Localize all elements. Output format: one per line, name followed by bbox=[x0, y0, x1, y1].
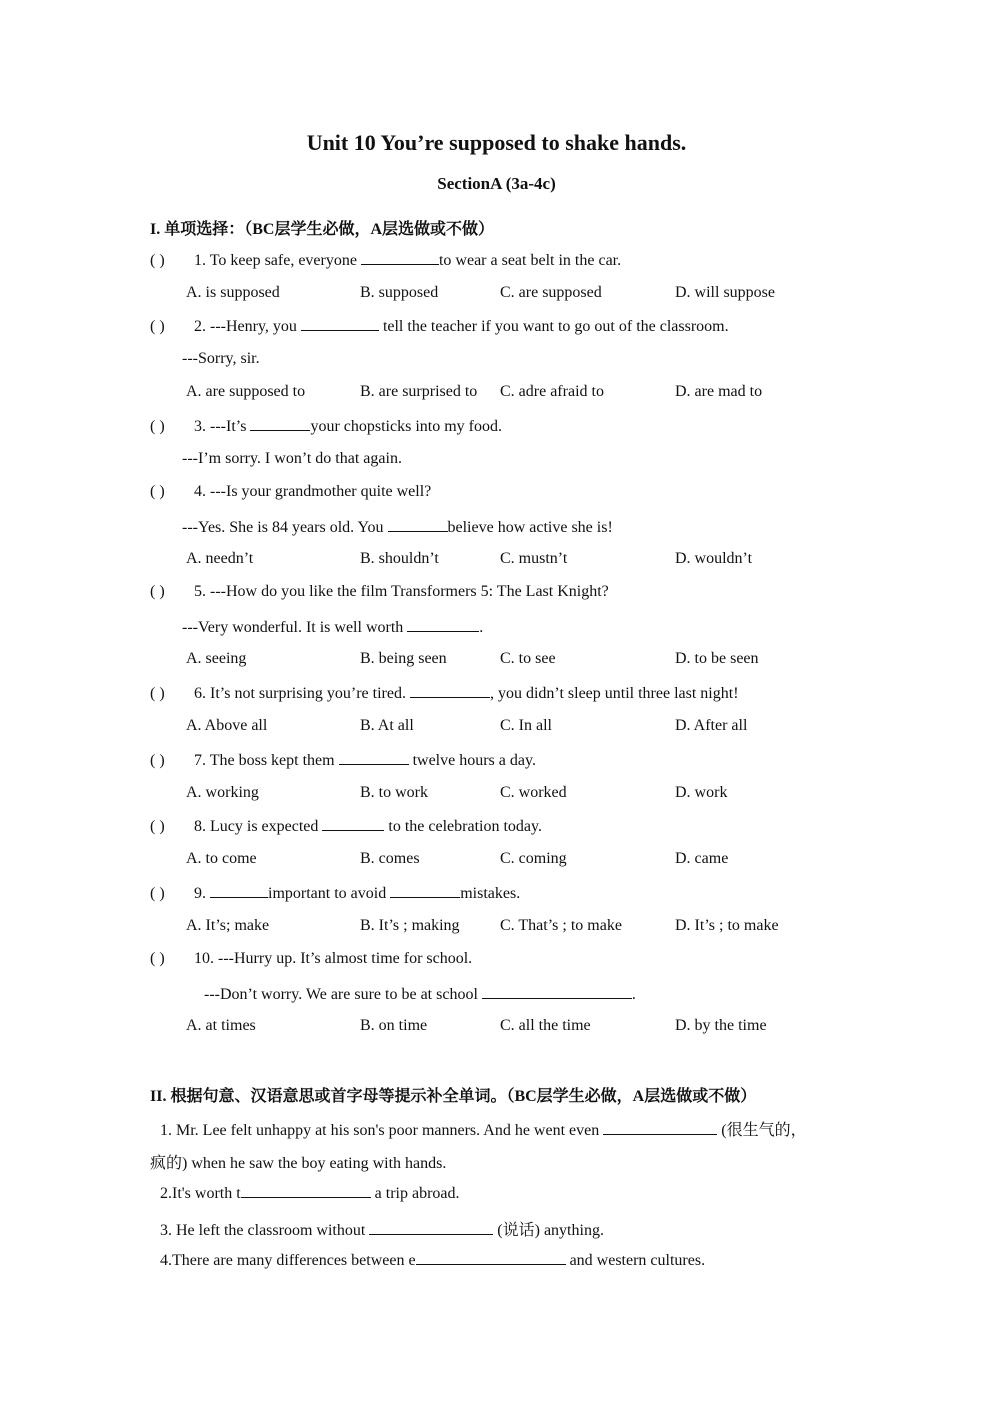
answer-parenthesis[interactable]: ( ) bbox=[150, 418, 165, 435]
answer-parenthesis[interactable]: ( ) bbox=[150, 752, 165, 769]
question-text: 1. To keep safe, everyone bbox=[194, 252, 361, 269]
question-text: 10. ---Hurry up. It’s almost time for school. bbox=[194, 950, 473, 967]
reply-text: ---Very wonderful. It is well worth bbox=[182, 618, 408, 636]
option-c[interactable]: C. mustn’t bbox=[500, 550, 568, 567]
option-d[interactable]: D. by the time bbox=[675, 1017, 767, 1034]
fill-in-text: a trip abroad. bbox=[370, 1185, 460, 1202]
question-text: mistakes. bbox=[460, 885, 521, 902]
answer-blank[interactable] bbox=[390, 883, 460, 898]
reply-text: ---I’m sorry. I won’t do that again. bbox=[182, 449, 402, 467]
fill-in-text: 2.It's worth t bbox=[160, 1185, 241, 1202]
option-b[interactable]: B. At all bbox=[360, 716, 414, 734]
question-stem bbox=[150, 583, 609, 601]
answer-blank[interactable] bbox=[416, 1250, 566, 1265]
reply-text: ---Sorry, sir. bbox=[182, 349, 260, 367]
question-reply bbox=[182, 517, 613, 537]
option-a[interactable]: A. It’s; make bbox=[186, 916, 270, 934]
question-text: important to avoid bbox=[268, 885, 391, 902]
option-a[interactable]: A. needn’t bbox=[186, 550, 254, 567]
option-d[interactable]: D. work bbox=[675, 783, 728, 801]
option-b[interactable]: B. It’s ; making bbox=[360, 916, 460, 934]
option-c[interactable]: C. In all bbox=[500, 716, 552, 734]
answer-blank[interactable] bbox=[322, 816, 384, 831]
question-text: 5. ---How do you like the film Transformers 5: The Last Knight? bbox=[194, 583, 609, 600]
reply-text: believe how active she is! bbox=[447, 518, 613, 536]
question-text: your chopsticks into my food. bbox=[310, 418, 502, 435]
option-c[interactable]: C. That’s ; to make bbox=[500, 916, 622, 934]
fill-in-text: (很生气的， bbox=[717, 1122, 807, 1139]
answer-parenthesis[interactable]: ( ) bbox=[150, 583, 165, 600]
question-text: 4. ---Is your grandmother quite well? bbox=[194, 483, 432, 500]
option-a[interactable]: A. are supposed to bbox=[186, 383, 306, 400]
fill-in-continuation: 疯的) when he saw the boy eating with hands. bbox=[150, 1155, 447, 1172]
answer-blank[interactable] bbox=[301, 316, 379, 331]
page-subtitle: SectionA (3a-4c) bbox=[437, 174, 556, 193]
answer-parenthesis[interactable]: ( ) bbox=[150, 818, 165, 835]
option-c[interactable]: C. are supposed bbox=[500, 283, 602, 301]
question-reply bbox=[204, 984, 636, 1004]
question-text: to the celebration today. bbox=[384, 818, 542, 835]
option-d[interactable]: D. came bbox=[675, 849, 729, 867]
question-reply bbox=[182, 350, 260, 368]
option-d[interactable]: D. will suppose bbox=[675, 283, 775, 301]
fill-in-text: 4.There are many differences between e bbox=[160, 1252, 416, 1269]
answer-parenthesis[interactable]: ( ) bbox=[150, 483, 165, 500]
option-b[interactable]: B. supposed bbox=[360, 283, 439, 301]
question-text: , you didn’t sleep until three last night! bbox=[489, 685, 739, 702]
question-stem bbox=[150, 483, 431, 501]
question-text: 9. bbox=[194, 885, 210, 902]
fill-in-item bbox=[160, 1183, 460, 1203]
section2-heading: II. 根据句意、汉语意思或首字母等提示补全单词。（BC层学生必做，A层选做或不做） bbox=[150, 1088, 757, 1105]
question-stem bbox=[150, 250, 621, 270]
answer-parenthesis[interactable]: ( ) bbox=[150, 318, 165, 335]
fill-in-item bbox=[160, 1250, 705, 1270]
option-b[interactable]: B. comes bbox=[360, 849, 420, 867]
question-stem bbox=[150, 683, 739, 703]
option-c[interactable]: C. to see bbox=[500, 650, 556, 667]
option-d[interactable]: D. After all bbox=[675, 716, 748, 734]
option-b[interactable]: B. shouldn’t bbox=[360, 550, 439, 567]
option-b[interactable]: B. are surprised to bbox=[360, 383, 478, 400]
answer-blank[interactable] bbox=[410, 683, 490, 698]
answer-parenthesis[interactable]: ( ) bbox=[150, 252, 165, 269]
answer-blank[interactable] bbox=[482, 984, 632, 999]
reply-text: ---Yes. She is 84 years old. You bbox=[182, 518, 388, 536]
option-d[interactable]: D. It’s ; to make bbox=[675, 916, 779, 934]
question-text: 7. The boss kept them bbox=[194, 752, 339, 769]
question-reply bbox=[182, 617, 483, 637]
question-text: 2. ---Henry, you bbox=[194, 318, 301, 335]
fill-in-text: 1. Mr. Lee felt unhappy at his son's poor manners. And he went even bbox=[160, 1122, 604, 1139]
reply-text: ---Don’t worry. We are sure to be at school bbox=[204, 985, 482, 1003]
question-text: tell the teacher if you want to go out of the classroom. bbox=[378, 318, 729, 335]
option-c[interactable]: C. coming bbox=[500, 849, 567, 867]
question-stem bbox=[150, 316, 729, 336]
option-b[interactable]: B. to work bbox=[360, 783, 428, 801]
answer-blank[interactable] bbox=[210, 883, 268, 898]
option-c[interactable]: C. adre afraid to bbox=[500, 383, 604, 400]
answer-blank[interactable] bbox=[339, 750, 409, 765]
section1-heading: I. 单项选择：（BC层学生必做，A层选做或不做） bbox=[150, 221, 495, 238]
answer-blank[interactable] bbox=[250, 416, 310, 431]
option-d[interactable]: D. wouldn’t bbox=[675, 550, 753, 567]
option-b[interactable]: B. being seen bbox=[360, 650, 447, 667]
question-text: 3. ---It’s bbox=[194, 418, 251, 435]
option-a[interactable]: A. is supposed bbox=[186, 283, 280, 301]
question-reply bbox=[182, 450, 402, 468]
answer-blank[interactable] bbox=[369, 1220, 493, 1235]
question-stem bbox=[150, 883, 520, 903]
option-c[interactable]: C. all the time bbox=[500, 1017, 591, 1034]
answer-blank[interactable] bbox=[241, 1183, 371, 1198]
answer-blank[interactable] bbox=[361, 250, 439, 265]
page-title: Unit 10 You’re supposed to shake hands. bbox=[306, 130, 687, 155]
question-stem bbox=[150, 416, 502, 436]
option-d[interactable]: D. are mad to bbox=[675, 383, 763, 400]
question-stem bbox=[150, 950, 472, 968]
option-a[interactable]: A. working bbox=[186, 783, 259, 801]
reply-text: . bbox=[631, 985, 636, 1003]
option-d[interactable]: D. to be seen bbox=[675, 650, 759, 667]
question-stem bbox=[150, 750, 536, 770]
question-text: 8. Lucy is expected bbox=[194, 818, 323, 835]
reply-text: . bbox=[479, 618, 484, 636]
answer-parenthesis[interactable]: ( ) bbox=[150, 950, 165, 967]
question-stem bbox=[150, 816, 542, 836]
option-a[interactable]: A. seeing bbox=[186, 650, 247, 667]
answer-blank[interactable] bbox=[388, 517, 448, 532]
option-c[interactable]: C. worked bbox=[500, 783, 567, 801]
question-text: to wear a seat belt in the car. bbox=[438, 252, 622, 269]
answer-blank[interactable] bbox=[407, 617, 479, 632]
answer-blank[interactable] bbox=[603, 1120, 717, 1135]
answer-parenthesis[interactable]: ( ) bbox=[150, 885, 165, 902]
option-b[interactable]: B. on time bbox=[360, 1017, 428, 1034]
fill-in-item bbox=[160, 1217, 604, 1240]
option-a[interactable]: A. Above all bbox=[186, 716, 268, 734]
fill-in-text: (说话) anything. bbox=[493, 1222, 604, 1239]
fill-in-text: and western cultures. bbox=[565, 1252, 706, 1269]
option-a[interactable]: A. to come bbox=[186, 849, 257, 867]
fill-in-text: 3. He left the classroom without bbox=[160, 1222, 370, 1239]
question-text: twelve hours a day. bbox=[408, 752, 536, 769]
answer-parenthesis[interactable]: ( ) bbox=[150, 685, 165, 702]
option-a[interactable]: A. at times bbox=[186, 1017, 256, 1034]
question-text: 6. It’s not surprising you’re tired. bbox=[194, 685, 410, 702]
fill-in-item bbox=[160, 1117, 807, 1140]
